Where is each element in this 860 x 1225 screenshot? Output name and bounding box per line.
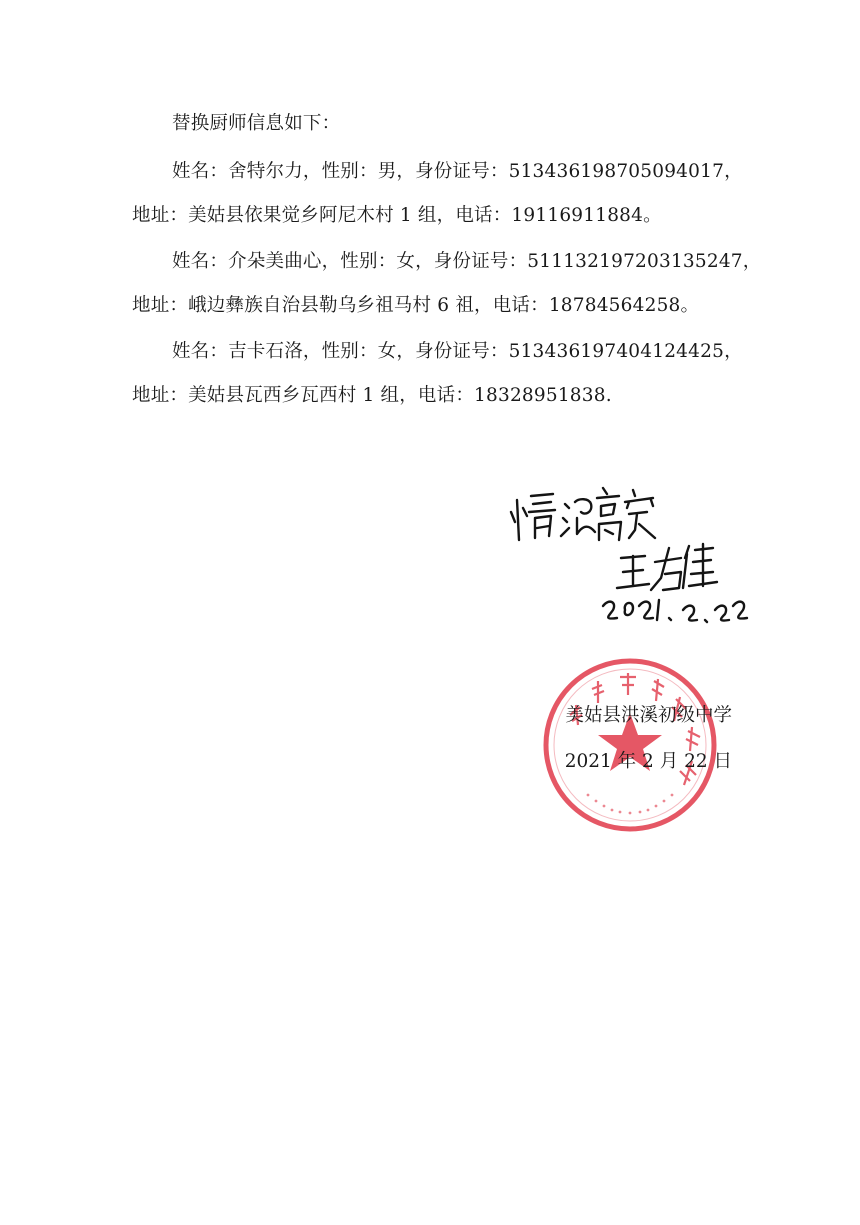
organization-name: 美姑县洪溪初级中学: [565, 705, 732, 726]
entry-3-line-2: 地址：美姑县瓦西乡瓦西村 1 组，电话：18328951838.: [132, 385, 612, 406]
document-date: 2021 年 2 月 22 日: [564, 751, 732, 772]
heading: 替换厨师信息如下：: [172, 113, 341, 134]
entry-3-line-1: 姓名：吉卡石洛，性别：女，身份证号：513436197404124425，: [172, 341, 743, 362]
entry-2-line-1: 姓名：介朵美曲心，性别：女，身份证号：511132197203135247，: [172, 251, 762, 272]
entry-2-line-2: 地址：峨边彝族自治县勒乌乡祖马村 6 祖，电话：18784564258。: [132, 295, 700, 316]
handwritten-signature: [505, 478, 755, 628]
entry-1-line-1: 姓名：舍特尔力，性别：男，身份证号：513436198705094017，: [172, 161, 743, 182]
official-seal: [540, 655, 720, 835]
entry-1-line-2: 地址：美姑县依果觉乡阿尼木村 1 组，电话：19116911884。: [132, 205, 662, 226]
